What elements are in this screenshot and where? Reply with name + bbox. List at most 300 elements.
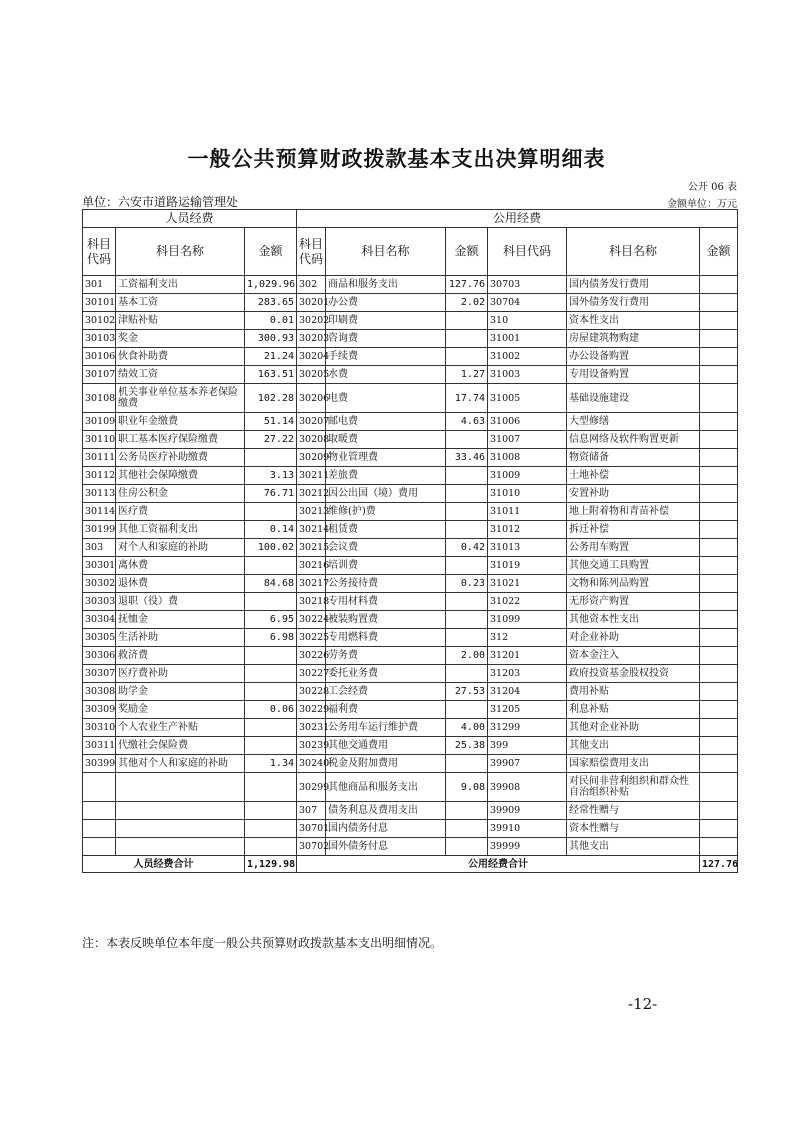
name-cell: 办公费 [326, 294, 446, 312]
code-cell: 30215 [297, 539, 326, 557]
personnel-total-label: 人员经费合计 [83, 856, 245, 873]
code-cell: 30213 [297, 503, 326, 521]
amount-cell [446, 330, 488, 348]
col-header-amount: 金额 [245, 228, 297, 276]
table-row [83, 773, 738, 802]
amount-cell: 1.34 [245, 755, 297, 773]
expenditure-table [82, 209, 738, 873]
amount-cell [700, 773, 738, 802]
table-note: 注：本表反映单位本年度一般公共预算财政拨款基本支出明细情况。 [82, 936, 443, 950]
group-header-personnel: 人员经费 [83, 210, 297, 228]
amount-cell: 9.08 [446, 773, 488, 802]
table-row [83, 485, 738, 503]
code-cell: 30201 [297, 294, 326, 312]
amount-cell [446, 485, 488, 503]
table-row [83, 312, 738, 330]
name-cell: 退职（役）费 [116, 593, 245, 611]
page-number: -12- [628, 995, 658, 1013]
name-cell: 办公设备购置 [567, 348, 700, 366]
code-cell: 31005 [488, 384, 567, 413]
amount-cell [446, 701, 488, 719]
name-cell: 税金及附加费用 [326, 755, 446, 773]
table-body [83, 276, 738, 856]
code-cell: 31003 [488, 366, 567, 384]
table-row [83, 539, 738, 557]
code-cell: 30305 [83, 629, 116, 647]
code-cell: 31019 [488, 557, 567, 575]
name-cell: 印刷费 [326, 312, 446, 330]
name-cell: 国外债务付息 [326, 838, 446, 856]
name-cell: 医疗费 [116, 503, 245, 521]
name-cell: 专用燃料费 [326, 629, 446, 647]
table-row [83, 449, 738, 467]
amount-cell [245, 683, 297, 701]
amount-cell [446, 802, 488, 820]
code-cell: 31205 [488, 701, 567, 719]
name-cell: 抚恤金 [116, 611, 245, 629]
name-cell: 委托业务费 [326, 665, 446, 683]
code-cell: 30229 [297, 701, 326, 719]
code-cell: 312 [488, 629, 567, 647]
code-cell: 30306 [83, 647, 116, 665]
amount-cell [245, 647, 297, 665]
name-cell: 租赁费 [326, 521, 446, 539]
amount-cell [446, 755, 488, 773]
code-cell: 31201 [488, 647, 567, 665]
amount-cell: 0.23 [446, 575, 488, 593]
name-cell: 生活补助 [116, 629, 245, 647]
code-cell: 39909 [488, 802, 567, 820]
amount-cell: 283.65 [245, 294, 297, 312]
amount-cell [446, 557, 488, 575]
name-cell: 土地补偿 [567, 467, 700, 485]
name-cell: 物资储备 [567, 449, 700, 467]
name-cell [116, 838, 245, 856]
code-cell: 39907 [488, 755, 567, 773]
code-cell: 31012 [488, 521, 567, 539]
name-cell: 国家赔偿费用支出 [567, 755, 700, 773]
name-cell: 国内债务发行费用 [567, 276, 700, 294]
name-cell: 国外债务发行费用 [567, 294, 700, 312]
amount-cell: 2.00 [446, 647, 488, 665]
table-row [83, 431, 738, 449]
code-cell: 30303 [83, 593, 116, 611]
name-cell: 无形资产购置 [567, 593, 700, 611]
name-cell: 电费 [326, 384, 446, 413]
name-cell: 医疗费补助 [116, 665, 245, 683]
amount-cell [446, 348, 488, 366]
table-row [83, 467, 738, 485]
name-cell: 咨询费 [326, 330, 446, 348]
name-cell: 文物和陈列品购置 [567, 575, 700, 593]
amount-cell [700, 330, 738, 348]
amount-cell [700, 312, 738, 330]
code-cell: 31099 [488, 611, 567, 629]
table-row [83, 503, 738, 521]
code-cell: 30109 [83, 413, 116, 431]
name-cell: 水费 [326, 366, 446, 384]
name-cell: 其他社会保障缴费 [116, 467, 245, 485]
col-header-amount: 金额 [446, 228, 488, 276]
amount-cell [245, 737, 297, 755]
amount-cell: 84.68 [245, 575, 297, 593]
code-cell: 30217 [297, 575, 326, 593]
code-cell: 39999 [488, 838, 567, 856]
code-cell: 30304 [83, 611, 116, 629]
code-cell: 30226 [297, 647, 326, 665]
code-cell: 30214 [297, 521, 326, 539]
amount-cell: 76.71 [245, 485, 297, 503]
code-cell: 31001 [488, 330, 567, 348]
amount-cell [700, 413, 738, 431]
code-cell: 30211 [297, 467, 326, 485]
name-cell: 商品和服务支出 [326, 276, 446, 294]
name-cell: 津贴补贴 [116, 312, 245, 330]
table-row [83, 755, 738, 773]
table-row [83, 683, 738, 701]
amount-cell [700, 467, 738, 485]
table-row [83, 557, 738, 575]
code-cell [83, 773, 116, 802]
table-row [83, 719, 738, 737]
name-cell: 手续费 [326, 348, 446, 366]
code-cell: 30203 [297, 330, 326, 348]
col-header-name: 科目名称 [326, 228, 446, 276]
name-cell: 公务用车运行维护费 [326, 719, 446, 737]
code-cell: 307 [297, 802, 326, 820]
code-cell: 302 [297, 276, 326, 294]
name-cell: 其他工资福利支出 [116, 521, 245, 539]
code-cell: 30308 [83, 683, 116, 701]
col-header-name: 科目名称 [116, 228, 245, 276]
amount-cell [700, 701, 738, 719]
form-number: 公开 06 表 [687, 182, 737, 193]
amount-cell [700, 521, 738, 539]
name-cell: 利息补贴 [567, 701, 700, 719]
amount-cell [245, 503, 297, 521]
amount-cell [700, 294, 738, 312]
table-row [83, 348, 738, 366]
amount-cell [700, 503, 738, 521]
table-row [83, 820, 738, 838]
amount-cell [700, 575, 738, 593]
amount-cell: 25.38 [446, 737, 488, 755]
col-header-amount: 金额 [700, 228, 738, 276]
code-cell: 301 [83, 276, 116, 294]
table-row [83, 629, 738, 647]
name-cell: 差旅费 [326, 467, 446, 485]
code-cell [83, 802, 116, 820]
reporting-unit: 单位：六安市道路运输管理处 [82, 195, 239, 209]
name-cell: 拆迁补偿 [567, 521, 700, 539]
code-cell: 31008 [488, 449, 567, 467]
code-cell: 30703 [488, 276, 567, 294]
amount-cell [446, 431, 488, 449]
code-cell: 31002 [488, 348, 567, 366]
amount-cell [700, 665, 738, 683]
amount-cell: 51.14 [245, 413, 297, 431]
amount-cell [446, 312, 488, 330]
code-cell: 30108 [83, 384, 116, 413]
name-cell [116, 802, 245, 820]
amount-cell [446, 467, 488, 485]
name-cell: 公务员医疗补助缴费 [116, 449, 245, 467]
table-row [83, 384, 738, 413]
amount-cell [700, 348, 738, 366]
code-cell: 30216 [297, 557, 326, 575]
name-cell: 房屋建筑物购建 [567, 330, 700, 348]
code-cell: 30103 [83, 330, 116, 348]
name-cell: 公务接待费 [326, 575, 446, 593]
name-cell: 职业年金缴费 [116, 413, 245, 431]
code-cell: 30101 [83, 294, 116, 312]
amount-cell [700, 539, 738, 557]
code-cell: 30227 [297, 665, 326, 683]
code-cell: 30204 [297, 348, 326, 366]
name-cell: 地上附着物和青苗补偿 [567, 503, 700, 521]
code-cell: 30199 [83, 521, 116, 539]
name-cell: 对民间非营利组织和群众性自治组织补贴 [567, 773, 700, 802]
code-cell [83, 820, 116, 838]
name-cell: 代缴社会保险费 [116, 737, 245, 755]
code-cell: 30112 [83, 467, 116, 485]
amount-cell [700, 838, 738, 856]
code-cell: 30205 [297, 366, 326, 384]
amount-cell: 1.27 [446, 366, 488, 384]
name-cell: 信息网络及软件购置更新 [567, 431, 700, 449]
name-cell: 费用补贴 [567, 683, 700, 701]
code-cell: 30307 [83, 665, 116, 683]
amount-cell: 4.00 [446, 719, 488, 737]
name-cell: 福利费 [326, 701, 446, 719]
amount-cell: 0.06 [245, 701, 297, 719]
amount-cell [700, 719, 738, 737]
amount-cell [700, 820, 738, 838]
code-cell: 30239 [297, 737, 326, 755]
public-total-value: 127.76 [700, 856, 738, 873]
amount-cell [700, 647, 738, 665]
amount-cell [245, 719, 297, 737]
code-cell: 303 [83, 539, 116, 557]
code-cell: 30240 [297, 755, 326, 773]
code-cell: 30110 [83, 431, 116, 449]
code-cell: 30102 [83, 312, 116, 330]
name-cell: 奖金 [116, 330, 245, 348]
amount-cell [446, 503, 488, 521]
amount-cell [700, 802, 738, 820]
amount-cell [700, 276, 738, 294]
code-cell: 31022 [488, 593, 567, 611]
table-row [83, 413, 738, 431]
amount-cell [446, 838, 488, 856]
amount-cell: 0.14 [245, 521, 297, 539]
amount-cell [446, 629, 488, 647]
name-cell: 会议费 [326, 539, 446, 557]
amount-cell [700, 737, 738, 755]
amount-cell [700, 629, 738, 647]
name-cell: 对个人和家庭的补助 [116, 539, 245, 557]
code-cell: 30208 [297, 431, 326, 449]
amount-cell: 1,029.96 [245, 276, 297, 294]
name-cell: 其他支出 [567, 737, 700, 755]
name-cell: 其他商品和服务支出 [326, 773, 446, 802]
name-cell: 其他支出 [567, 838, 700, 856]
col-header-code: 科目代码 [488, 228, 567, 276]
table-row [83, 330, 738, 348]
code-cell: 31007 [488, 431, 567, 449]
code-cell: 30209 [297, 449, 326, 467]
amount-cell [700, 366, 738, 384]
code-cell: 30107 [83, 366, 116, 384]
table-row [83, 665, 738, 683]
name-cell: 其他交通费用 [326, 737, 446, 755]
name-cell: 被装购置费 [326, 611, 446, 629]
amount-cell [700, 683, 738, 701]
amount-cell: 27.53 [446, 683, 488, 701]
amount-cell [245, 802, 297, 820]
name-cell: 基本工资 [116, 294, 245, 312]
code-cell [83, 838, 116, 856]
amount-cell: 0.01 [245, 312, 297, 330]
col-header-name: 科目名称 [567, 228, 700, 276]
code-cell: 30311 [83, 737, 116, 755]
amount-cell [245, 773, 297, 802]
code-cell: 39910 [488, 820, 567, 838]
name-cell: 取暖费 [326, 431, 446, 449]
amount-cell: 33.46 [446, 449, 488, 467]
amount-cell [446, 521, 488, 539]
public-total-label: 公用经费合计 [297, 856, 700, 873]
code-cell: 31203 [488, 665, 567, 683]
page-title: 一般公共预算财政拨款基本支出决算明细表 [187, 146, 606, 171]
amount-cell: 21.24 [245, 348, 297, 366]
code-cell: 31010 [488, 485, 567, 503]
amount-cell: 300.93 [245, 330, 297, 348]
amount-cell [700, 485, 738, 503]
amount-cell [245, 665, 297, 683]
amount-cell [446, 611, 488, 629]
table-row [83, 575, 738, 593]
table-row [83, 593, 738, 611]
code-cell: 30218 [297, 593, 326, 611]
name-cell: 因公出国（境）费用 [326, 485, 446, 503]
name-cell: 专用材料费 [326, 593, 446, 611]
name-cell: 工资福利支出 [116, 276, 245, 294]
amount-cell [700, 431, 738, 449]
code-cell: 30113 [83, 485, 116, 503]
code-cell: 30299 [297, 773, 326, 802]
name-cell: 个人农业生产补贴 [116, 719, 245, 737]
code-cell: 30701 [297, 820, 326, 838]
name-cell: 住房公积金 [116, 485, 245, 503]
code-cell: 31204 [488, 683, 567, 701]
code-cell: 31013 [488, 539, 567, 557]
code-cell: 30702 [297, 838, 326, 856]
totals-row [83, 856, 738, 873]
code-cell: 30301 [83, 557, 116, 575]
amount-cell: 27.22 [245, 431, 297, 449]
name-cell: 职工基本医疗保险缴费 [116, 431, 245, 449]
table-row [83, 802, 738, 820]
code-cell: 30309 [83, 701, 116, 719]
code-cell: 31021 [488, 575, 567, 593]
name-cell: 工会经费 [326, 683, 446, 701]
name-cell: 其他对企业补助 [567, 719, 700, 737]
table-row [83, 521, 738, 539]
name-cell: 资本性支出 [567, 312, 700, 330]
name-cell: 资本性赠与 [567, 820, 700, 838]
name-cell: 劳务费 [326, 647, 446, 665]
code-cell: 30111 [83, 449, 116, 467]
code-cell: 30212 [297, 485, 326, 503]
name-cell: 对企业补助 [567, 629, 700, 647]
amount-cell: 6.98 [245, 629, 297, 647]
col-header-code: 科目代码 [297, 228, 326, 276]
name-cell: 国内债务付息 [326, 820, 446, 838]
code-cell: 30224 [297, 611, 326, 629]
amount-cell: 17.74 [446, 384, 488, 413]
table-row [83, 701, 738, 719]
code-cell: 31011 [488, 503, 567, 521]
name-cell: 退休费 [116, 575, 245, 593]
code-cell: 30302 [83, 575, 116, 593]
code-cell: 31009 [488, 467, 567, 485]
name-cell: 救济费 [116, 647, 245, 665]
amount-cell [245, 557, 297, 575]
code-cell: 31299 [488, 719, 567, 737]
amount-cell: 102.28 [245, 384, 297, 413]
code-cell: 30310 [83, 719, 116, 737]
amount-cell [446, 820, 488, 838]
name-cell: 邮电费 [326, 413, 446, 431]
amount-cell: 4.63 [446, 413, 488, 431]
name-cell: 其他交通工具购置 [567, 557, 700, 575]
name-cell: 助学金 [116, 683, 245, 701]
code-cell: 31006 [488, 413, 567, 431]
name-cell: 专用设备购置 [567, 366, 700, 384]
table-row [83, 647, 738, 665]
name-cell [116, 820, 245, 838]
amount-cell: 3.13 [245, 467, 297, 485]
code-cell: 30228 [297, 683, 326, 701]
name-cell: 基础设施建设 [567, 384, 700, 413]
amount-cell [700, 449, 738, 467]
amount-cell [700, 557, 738, 575]
code-cell: 30225 [297, 629, 326, 647]
amount-cell: 6.95 [245, 611, 297, 629]
code-cell: 30704 [488, 294, 567, 312]
name-cell: 其他对个人和家庭的补助 [116, 755, 245, 773]
amount-cell [700, 611, 738, 629]
personnel-total-value: 1,129.98 [245, 856, 297, 873]
table-row [83, 294, 738, 312]
name-cell: 大型修缮 [567, 413, 700, 431]
table-row [83, 737, 738, 755]
code-cell: 30207 [297, 413, 326, 431]
name-cell: 其他资本性支出 [567, 611, 700, 629]
name-cell: 绩效工资 [116, 366, 245, 384]
code-cell: 30231 [297, 719, 326, 737]
name-cell: 维修(护)费 [326, 503, 446, 521]
amount-cell [700, 593, 738, 611]
table-row [83, 366, 738, 384]
name-cell: 机关事业单位基本养老保险缴费 [116, 384, 245, 413]
name-cell: 公务用车购置 [567, 539, 700, 557]
amount-cell [245, 593, 297, 611]
name-cell: 安置补助 [567, 485, 700, 503]
money-unit: 金额单位：万元 [667, 199, 737, 210]
name-cell: 伙食补助费 [116, 348, 245, 366]
